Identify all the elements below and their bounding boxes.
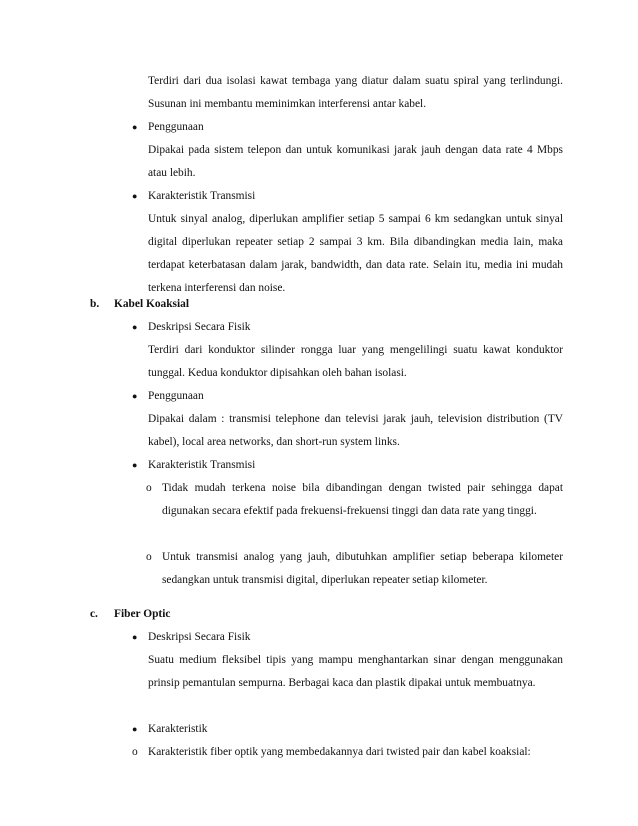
coax-transmission-item-text: Tidak mudah terkena noise bila dibandingan dengan twisted pair sehingga dapat digunakan secara efektif pada frekuensi-frekuensi tinggi dan data rate yang tinggi. — [162, 482, 563, 517]
coax-physical-heading — [132, 316, 251, 339]
coax-transmission-item-text: Untuk transmisi analog yang jauh, dibutuhkan amplifier setiap beberapa kilometer sedangkan untuk transmisi digital, diperlukan repeater setiap kilometer. — [162, 551, 563, 586]
section-heading-coax — [90, 293, 190, 316]
section-letter: b. — [90, 298, 100, 310]
fiber-characteristics-label: Karakteristik — [148, 723, 208, 735]
coax-transmission-item — [146, 477, 563, 523]
section-letter: c. — [90, 608, 98, 620]
section-title: Kabel Koaksial — [114, 298, 190, 310]
fiber-physical-label: Deskripsi Secara Fisik — [148, 631, 251, 643]
coax-usage-heading — [132, 385, 204, 408]
coax-usage-text: Dipakai dalam : transmisi telephone dan televisi jarak jauh, television distribution (TV kabel), local area networks, dan short-run system links. — [148, 413, 563, 448]
coax-physical-text: Terdiri dari konduktor silinder rongga luar yang mengelilingi suatu kawat konduktor tunggal. Kedua konduktor dipisahkan oleh bahan isolasi. — [148, 344, 563, 379]
circle-bullet-icon: o — [146, 482, 152, 494]
coax-transmission-label: Karakteristik Transmisi — [148, 459, 256, 471]
bullet-icon: ● — [132, 322, 138, 332]
bullet-icon: ● — [132, 460, 138, 470]
circle-bullet-icon: o — [146, 551, 152, 563]
tp-transmission-text: Untuk sinyal analog, diperlukan amplifier setiap 5 sampai 6 km sedangkan untuk sinyal digital diperlukan repeater setiap 2 sampai 3 km. Bila dibandingkan media lain, maka terdapat keterbatasan dalam jarak, bandwidth, dan data rate. Selain itu, media ini mudah terkena interferensi dan noise. — [148, 213, 563, 294]
twisted-pair-description: Terdiri dari dua isolasi kawat tembaga yang diatur dalam suatu spiral yang terlindungi. Susunan ini membantu meminimkan interferensi antar kabel. — [148, 75, 563, 110]
coax-transmission-heading — [132, 454, 256, 477]
coax-transmission-item — [146, 546, 563, 592]
fiber-physical-text: Suatu medium fleksibel tipis yang mampu menghantarkan sinar dengan menggunakan prinsip pemantulan sempurna. Berbagai kaca dan plastik dipakai untuk membuatnya. — [148, 654, 563, 689]
fiber-characteristics-item-text: Karakteristik fiber optik yang membedakannya dari twisted pair dan kabel koaksial: — [148, 746, 531, 758]
fiber-characteristics-item — [132, 741, 563, 764]
circle-bullet-icon: o — [132, 746, 138, 758]
tp-usage-text: Dipakai pada sistem telepon dan untuk komunikasi jarak jauh dengan data rate 4 Mbps atau lebih. — [148, 144, 563, 179]
tp-transmission-heading — [132, 185, 256, 208]
fiber-physical-heading — [132, 626, 251, 649]
coax-physical-label: Deskripsi Secara Fisik — [148, 321, 251, 333]
tp-usage-label: Penggunaan — [148, 121, 204, 133]
fiber-characteristics-heading — [132, 718, 208, 741]
bullet-icon: ● — [132, 724, 138, 734]
bullet-icon: ● — [132, 122, 138, 132]
section-title: Fiber Optic — [114, 608, 171, 620]
bullet-icon: ● — [132, 191, 138, 201]
bullet-icon: ● — [132, 391, 138, 401]
tp-transmission-label: Karakteristik Transmisi — [148, 190, 256, 202]
coax-usage-label: Penggunaan — [148, 390, 204, 402]
tp-usage-heading — [132, 116, 204, 139]
bullet-icon: ● — [132, 632, 138, 642]
section-heading-fiber — [90, 603, 171, 626]
